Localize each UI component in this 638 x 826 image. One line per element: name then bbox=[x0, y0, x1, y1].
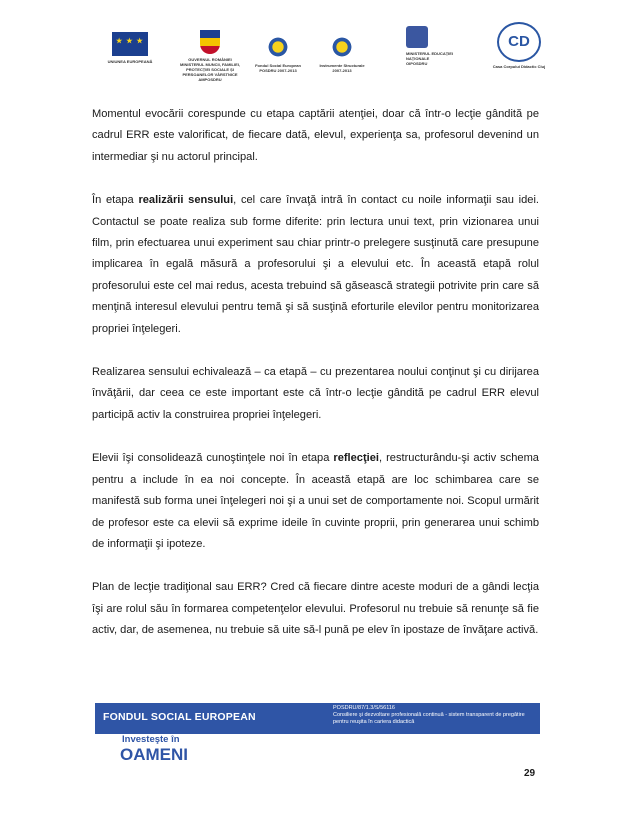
government-logo bbox=[176, 30, 244, 82]
paragraph-text: Elevii îşi consolidează cunoştinţele noi în etapa bbox=[92, 452, 334, 465]
paragraph-text: Plan de lecţie tradiţional sau ERR? Cred că fiecare dintre aceste moduri de a gândi lecţia îşi are rolul său în formarea competenţelor elevului. Profesorul nu trebuie să renunţe să fie activ, dar, de asemenea, nu trebuie să uite să-l pună pe elev în ipostaze de învăţare activă. bbox=[92, 581, 539, 637]
ministry-emblem-icon bbox=[406, 26, 428, 48]
header-logos bbox=[100, 22, 550, 80]
invest-line-2: OAMENI bbox=[120, 745, 188, 764]
eu-flag-icon bbox=[112, 32, 148, 56]
invest-line-1: Investeşte în bbox=[122, 734, 180, 745]
romania-crest-icon bbox=[200, 30, 220, 54]
cd-logo-icon: CD bbox=[497, 22, 541, 62]
paragraph-text: În etapa bbox=[92, 194, 139, 207]
fse-banner-title: FONDUL SOCIAL EUROPEAN bbox=[103, 711, 256, 723]
document-body bbox=[92, 104, 539, 664]
project-code: POSDRU/87/1.3/S/56116 bbox=[333, 705, 395, 711]
invest-slogan bbox=[120, 734, 188, 764]
ccd-logo bbox=[488, 22, 550, 69]
government-logo-text: GUVERNUL ROMÂNIEI MINISTERUL MUNCII, FAMILIEI, PROTECȚIEI SOCIALE ȘI PERSOANELOR VÂRSTNICE AMPOSDRU bbox=[180, 57, 240, 82]
project-title: Consiliere şi dezvoltare profesională continuă - sistem transparent de pregătire pentru reuşita în cariera didactică bbox=[333, 711, 525, 725]
paragraph-text: , restructurându-şi activ schema pentru a include în ea noi concepte. În această etapă are loc schimbarea care se manifestă sub forma unei înţelegeri noi şi a unui set de comportamente noi. Scopul urmărit de profesor este ca elevii să exprime ideile în cuvinte proprii, prin generarea unui schimb de informaţii şi ipoteze. bbox=[92, 452, 539, 550]
ccd-logo-text: Casa Corpului Didactic Cluj bbox=[492, 64, 546, 69]
paragraph-text: Momentul evocării corespunde cu etapa captării atenţiei, doar că într-o lecţie gândită pe cadrul ERR este valorificat, de fiecare dată, elevul, experienţa sa, profesorul devenind un intermediar şi nu actorul principal. bbox=[92, 108, 539, 163]
body-paragraph bbox=[92, 448, 539, 555]
body-paragraph bbox=[92, 190, 539, 340]
paragraph-text: Realizarea sensului echivalează – ca etapă – cu prezentarea noului conţinut şi cu dirijarea învăţării, dar ceea ce este important este că într-o lecţie gândită pe cadrul ERR elevul participă activ la construirea propriei înţelegeri. bbox=[92, 366, 539, 421]
body-paragraph bbox=[92, 104, 539, 168]
instrumente-structurale-text: Instrumente Structurale 2007-2013 bbox=[319, 63, 365, 73]
stars-circle-icon bbox=[329, 34, 355, 60]
fse-icon bbox=[265, 34, 291, 60]
bold-term: reflecţiei bbox=[333, 452, 380, 465]
ministry-logo-subtext: OIPOSDRU bbox=[406, 61, 428, 66]
ministry-logo-text: MINISTERUL EDUCAȚIEI NAȚIONALE bbox=[406, 51, 454, 61]
paragraph-text: , cel care învaţă intră în contact cu noile informaţii sau idei. Contactul se poate realiza sub forme diferite: prin lectura unui text, prin vizionarea unui film, prin efectuarea unui experiment sau chiar printr-o prelegere susţinută care presupune implicarea în egală măsură a profesorului şi a elevului etc. În această etapă rolul profesorului este cel mai redus, acesta trebuind să găsească strategii potrivite prin care să menţină interesul elevului pentru temă şi să susţină eforturile elevilor pentru monitorizarea propriei înţelegeri. bbox=[92, 194, 540, 335]
fse-logo-text: Fondul Social European POSDRU 2007-2013 bbox=[255, 63, 301, 73]
eu-logo-text: UNIUNEA EUROPEANĂ bbox=[107, 59, 153, 64]
body-paragraph bbox=[92, 362, 539, 426]
ministry-logo bbox=[406, 26, 472, 66]
eu-logo bbox=[100, 32, 160, 64]
fse-logo bbox=[250, 34, 306, 73]
page-number: 29 bbox=[524, 768, 536, 779]
body-paragraph bbox=[92, 577, 539, 641]
instrumente-structurale-logo bbox=[314, 34, 370, 73]
footer-banner bbox=[95, 703, 540, 734]
project-info bbox=[333, 705, 538, 725]
bold-term: realizării sensului bbox=[138, 194, 234, 207]
